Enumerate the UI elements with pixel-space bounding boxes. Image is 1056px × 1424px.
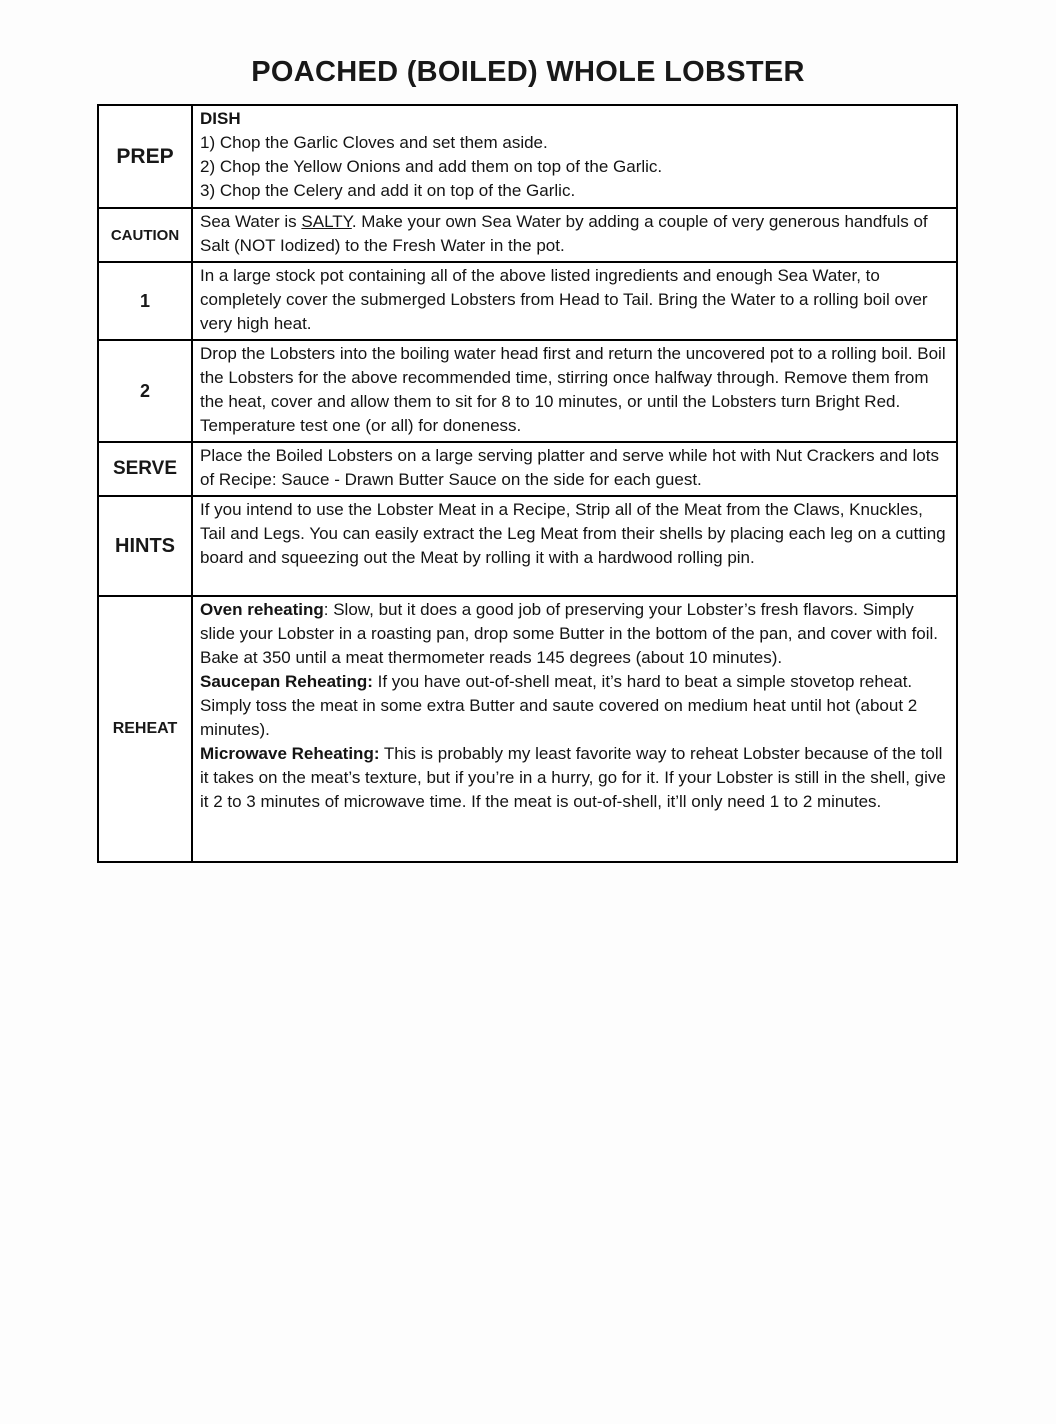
row-label: REHEAT <box>99 597 193 861</box>
row-label: 1 <box>99 263 193 339</box>
text-segment: Place the Boiled Lobsters on a large serving platter and serve while hot with Nut Crackers and lots of Recipe: Sauce - Drawn Butter Sauce on the side for each guest. <box>200 446 939 489</box>
row-label: CAUTION <box>99 209 193 261</box>
recipe-table <box>97 104 958 863</box>
paragraph <box>200 598 950 670</box>
paragraph <box>200 179 950 203</box>
paragraph <box>200 131 950 155</box>
row-label: HINTS <box>99 497 193 595</box>
text-segment: SALTY <box>301 212 352 231</box>
table-row <box>99 339 956 441</box>
page-title: POACHED (BOILED) WHOLE LOBSTER <box>251 56 805 88</box>
row-content <box>193 209 956 261</box>
table-row <box>99 595 956 861</box>
text-segment: Oven reheating <box>200 600 324 619</box>
text-segment: Sea Water is <box>200 212 302 231</box>
row-content <box>193 106 956 207</box>
row-content <box>193 263 956 339</box>
row-label: PREP <box>99 106 193 207</box>
paragraph <box>200 444 950 492</box>
text-segment: . Make your own Sea Water by adding a couple of very generous handfuls of Salt (NOT Iodized) to the Fresh Water in the pot. <box>200 212 928 255</box>
table-row <box>99 441 956 495</box>
text-segment: Saucepan Reheating: <box>200 672 373 691</box>
row-content <box>193 341 956 441</box>
row-content <box>193 497 956 595</box>
text-segment: In a large stock pot containing all of the above listed ingredients and enough Sea Water, to completely cover the submerged Lobsters from Head to Tail. Bring the Water to a rolling boil over very high heat. <box>200 266 928 333</box>
paragraph <box>200 264 950 336</box>
paragraph <box>200 107 950 131</box>
table-row <box>99 495 956 595</box>
row-label: SERVE <box>99 443 193 495</box>
table-row <box>99 261 956 339</box>
text-segment: : Slow, but it does a good job of preserving your Lobster’s fresh flavors. Simply slide your Lobster in a roasting pan, drop some Butter in the bottom of the pan, and cover with foil. Bake at 350 until a meat thermometer reads 145 degrees (about 10 minutes). <box>200 600 939 667</box>
row-content <box>193 443 956 495</box>
row-content <box>193 597 956 861</box>
text-segment: This is probably my least favorite way to reheat Lobster because of the toll it takes on the meat’s texture, but if you’re in a hurry, go for it. If your Lobster is still in the shell, give it 2 to 3 minutes of microwave time. If the meat is out-of-shell, it’ll only need 1 to 2 minutes. <box>200 744 946 811</box>
paragraph <box>200 210 950 258</box>
text-segment: If you have out-of-shell meat, it’s hard to beat a simple stovetop reheat. Simply toss the meat in some extra Butter and saute covered on medium heat until hot (about 2 minutes). <box>200 672 918 739</box>
text-segment: 2) Chop the Yellow Onions and add them on top of the Garlic. <box>200 157 663 176</box>
text-segment: 3) Chop the Celery and add it on top of the Garlic. <box>200 181 576 200</box>
text-segment: Microwave Reheating: <box>200 744 380 763</box>
text-segment: Drop the Lobsters into the boiling water head first and return the uncovered pot to a rolling boil. Boil the Lobsters for the above recommended time, stirring once halfway through. Remove them from the heat, cover and allow them to sit for 8 to 10 minutes, or until the Lobsters turn Bright Red. Temperature test one (or all) for doneness. <box>200 344 946 435</box>
text-segment: DISH <box>200 109 241 128</box>
row-label: 2 <box>99 341 193 441</box>
paragraph <box>200 670 950 742</box>
table-row <box>99 207 956 261</box>
text-segment: 1) Chop the Garlic Cloves and set them aside. <box>200 133 548 152</box>
paragraph <box>200 155 950 179</box>
table-row <box>99 106 956 207</box>
paragraph <box>200 742 950 814</box>
paragraph <box>200 498 950 570</box>
text-segment: If you intend to use the Lobster Meat in a Recipe, Strip all of the Meat from the Claws, Knuckles, Tail and Legs. You can easily extract the Leg Meat from their shells by placing each leg on a cutting board and squeezing out the Meat by rolling it with a hardwood rolling pin. <box>200 500 946 567</box>
paragraph <box>200 342 950 438</box>
